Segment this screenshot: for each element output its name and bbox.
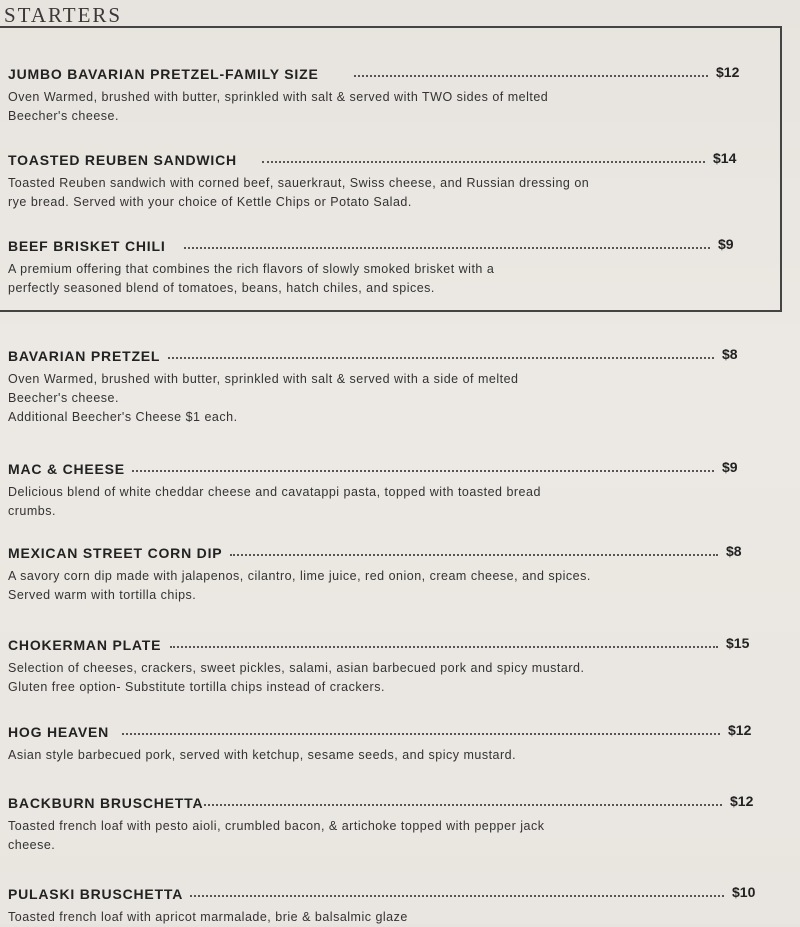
description-line: Oven Warmed, brushed with butter, sprinkled with salt & served with TWO sides of melted xyxy=(8,90,549,104)
menu-item-header xyxy=(8,545,800,565)
description-line: Beecher's cheese. xyxy=(8,391,119,405)
menu-item-header xyxy=(8,238,800,258)
menu-item-name: MAC & CHEESE xyxy=(8,461,125,477)
dotted-leader xyxy=(230,554,718,556)
description-line: Served warm with tortilla chips. xyxy=(8,588,197,602)
menu-item-description xyxy=(8,483,668,521)
description-line: perfectly seasoned blend of tomatoes, beans, hatch chiles, and spices. xyxy=(8,281,435,295)
menu-item-header xyxy=(8,637,800,657)
menu-item-header xyxy=(8,66,800,86)
menu-item-name: BACKBURN BRUSCHETTA xyxy=(8,795,204,811)
description-line: Toasted french loaf with pesto aioli, crumbled bacon, & artichoke topped with pepper jack xyxy=(8,819,545,833)
menu-item-header xyxy=(8,461,800,481)
dotted-leader xyxy=(168,357,714,359)
description-line: crumbs. xyxy=(8,504,56,518)
dotted-leader xyxy=(262,161,705,163)
dotted-leader xyxy=(190,895,724,897)
description-line: Delicious blend of white cheddar cheese and cavatappi pasta, topped with toasted bread xyxy=(8,485,541,499)
menu-item-name: TOASTED REUBEN SANDWICH xyxy=(8,152,237,168)
menu-item-header xyxy=(8,795,800,815)
dotted-leader xyxy=(132,470,714,472)
menu-item-price: $8 xyxy=(722,346,738,362)
description-line: A premium offering that combines the rich flavors of slowly smoked brisket with a xyxy=(8,262,495,276)
menu-item-price: $12 xyxy=(728,722,752,738)
section-title: STARTERS xyxy=(4,3,123,27)
menu-item-header xyxy=(8,348,800,368)
menu-item-name: BAVARIAN PRETZEL xyxy=(8,348,161,364)
description-line: Oven Warmed, brushed with butter, sprinkled with salt & served with a side of melted xyxy=(8,372,519,386)
menu-item-description xyxy=(8,908,668,927)
description-line: Gluten free option- Substitute tortilla chips instead of crackers. xyxy=(8,680,385,694)
dotted-leader xyxy=(204,804,722,806)
menu-item-name: JUMBO BAVARIAN PRETZEL-FAMILY SIZE xyxy=(8,66,319,82)
menu-item-header xyxy=(8,152,800,172)
dotted-leader xyxy=(354,75,708,77)
menu-item-price: $12 xyxy=(730,793,754,809)
menu-item-description xyxy=(8,88,668,126)
menu-item-description xyxy=(8,370,668,427)
menu-item-description xyxy=(8,746,668,765)
menu-item-price: $14 xyxy=(713,150,737,166)
menu-item-header xyxy=(8,724,800,744)
description-line: A savory corn dip made with jalapenos, cilantro, lime juice, red onion, cream cheese, and spices. xyxy=(8,569,591,583)
menu-item-description xyxy=(8,659,668,697)
menu-item-name: CHOKERMAN PLATE xyxy=(8,637,162,653)
menu-item-name: PULASKI BRUSCHETTA xyxy=(8,886,184,902)
menu-item-description xyxy=(8,567,668,605)
description-line: Beecher's cheese. xyxy=(8,109,119,123)
description-line: Asian style barbecued pork, served with ketchup, sesame seeds, and spicy mustard. xyxy=(8,748,517,762)
menu-item-name: MEXICAN STREET CORN DIP xyxy=(8,545,223,561)
description-line: Toasted french loaf with apricot marmalade, brie & balsalmic glaze xyxy=(8,910,408,924)
menu-item-header xyxy=(8,886,800,906)
description-line: cheese. xyxy=(8,838,56,852)
menu-item-description xyxy=(8,817,668,855)
description-line: rye bread. Served with your choice of Kettle Chips or Potato Salad. xyxy=(8,195,412,209)
menu-item-price: $9 xyxy=(718,236,734,252)
menu-item-description xyxy=(8,260,668,298)
description-line: Selection of cheeses, crackers, sweet pickles, salami, asian barbecued pork and spicy mustard. xyxy=(8,661,585,675)
menu-item-name: BEEF BRISKET CHILI xyxy=(8,238,166,254)
menu-item-price: $8 xyxy=(726,543,742,559)
menu-item-price: $15 xyxy=(726,635,750,651)
description-line: Additional Beecher's Cheese $1 each. xyxy=(8,410,238,424)
menu-item-description xyxy=(8,174,668,212)
menu-item-price: $12 xyxy=(716,64,740,80)
description-line: Toasted Reuben sandwich with corned beef, sauerkraut, Swiss cheese, and Russian dressing on xyxy=(8,176,590,190)
dotted-leader xyxy=(184,247,710,249)
dotted-leader xyxy=(170,646,718,648)
menu-item-price: $10 xyxy=(732,884,756,900)
dotted-leader xyxy=(122,733,720,735)
menu-item-name: HOG HEAVEN xyxy=(8,724,110,740)
menu-item-price: $9 xyxy=(722,459,738,475)
